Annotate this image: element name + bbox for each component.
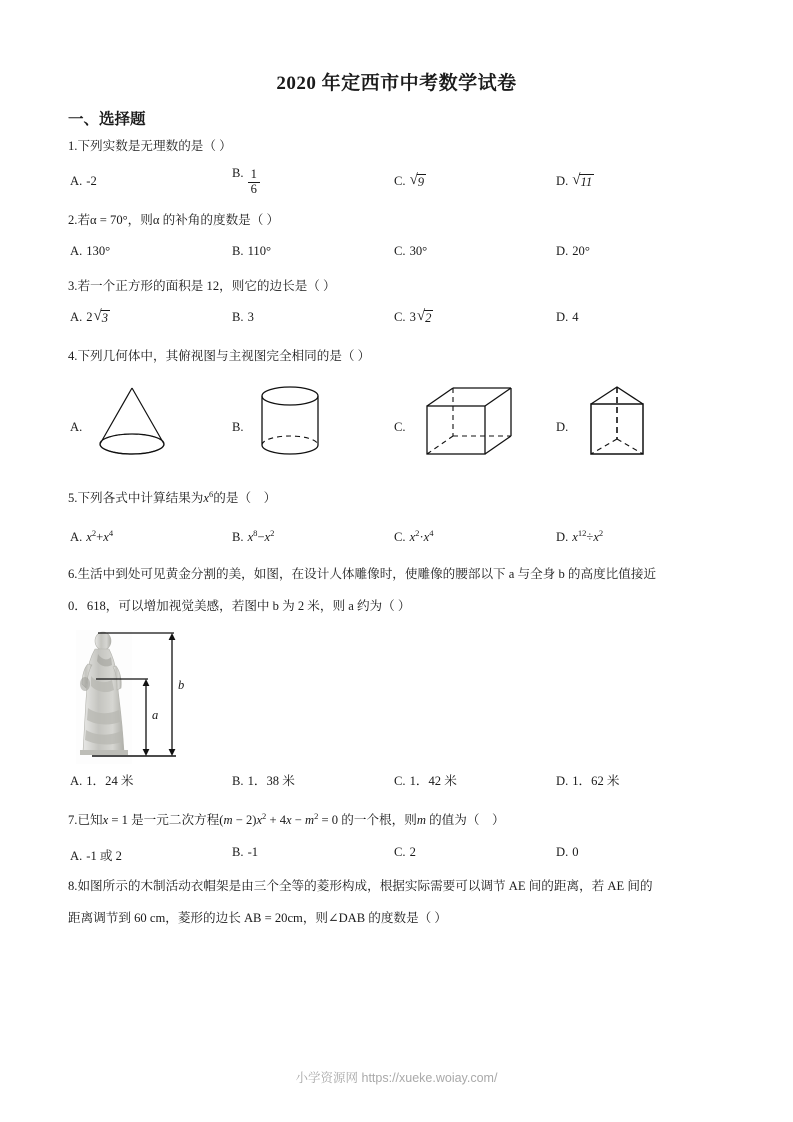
option-label: D. — [556, 845, 569, 859]
option-value: -2 — [86, 174, 97, 188]
option-label: B. — [232, 774, 244, 788]
option-2-B[interactable] — [232, 244, 271, 259]
option-1-B[interactable] — [232, 166, 260, 195]
option-3-C[interactable] — [394, 310, 433, 327]
golden-ratio-statue-figure — [68, 628, 198, 768]
option-4-C-label: C. — [394, 420, 406, 434]
option-label: A. — [70, 849, 83, 863]
option-label: B. — [232, 244, 244, 258]
option-value: 0 — [572, 845, 579, 859]
option-label: C. — [394, 530, 406, 544]
option-5-D[interactable] — [556, 527, 604, 545]
option-3-A[interactable] — [70, 310, 110, 327]
question-8-stem-line-2: 距离调节到 60 cm，菱形的边长 AB = 20cm，则∠DAB 的度数是（ ） — [68, 911, 448, 925]
question-2-stem: 2.若α = 70°，则α 的补角的度数是（ ） — [68, 213, 280, 227]
option-3-B[interactable] — [232, 310, 254, 325]
radicand: 3 — [101, 311, 109, 325]
option-value: -1 — [247, 845, 259, 859]
option-5-A[interactable] — [70, 527, 114, 545]
option-label: A. — [70, 530, 83, 544]
question-3-stem: 3.若一个正方形的面积是 12，则它的边长是（ ） — [68, 279, 336, 293]
question-7-options — [0, 845, 793, 869]
option-label: D. — [556, 174, 569, 188]
question-5-stem — [68, 490, 276, 507]
option-label: D. — [556, 774, 569, 788]
radical-sign-icon: √ — [93, 308, 102, 324]
cone-figure[interactable] — [96, 384, 168, 460]
option-label: C. — [394, 174, 406, 188]
question-8-stem-line-1: 8.如图所示的木制活动衣帽架是由三个全等的菱形构成，根据实际需要可以调节 AE 间的距离，若 AE 间的 — [68, 879, 653, 893]
radical-sign-icon: √ — [409, 172, 418, 188]
question-1-stem: 1.下列实数是无理数的是（ ） — [68, 139, 232, 153]
option-6-A[interactable] — [70, 770, 133, 789]
radicand: 2 — [425, 311, 432, 325]
statue-label-b: b — [178, 678, 185, 692]
option-value: 1．42 米 — [409, 774, 457, 788]
option-label: C. — [394, 845, 406, 859]
question-7-stem — [68, 812, 505, 829]
coefficient: 3 — [409, 310, 416, 324]
option-1-A[interactable] — [70, 174, 97, 189]
option-label: C. — [394, 310, 406, 324]
option-label: D. — [556, 530, 569, 544]
option-7-A[interactable] — [70, 845, 122, 864]
question-5-options — [0, 527, 793, 554]
radicand: 11 — [580, 175, 593, 189]
fraction-one-sixth — [248, 168, 260, 196]
option-value: 20° — [572, 244, 590, 258]
sqrt-9 — [410, 174, 427, 191]
option-7-D[interactable] — [556, 845, 579, 860]
option-value: $x^8-x^2$ — [247, 527, 275, 544]
option-label: A. — [70, 174, 83, 188]
option-label: B. — [232, 530, 244, 544]
option-value: 4 — [572, 310, 579, 324]
footer-watermark: 小学资源网 https://xueke.woiay.com/ — [295, 1071, 498, 1085]
sqrt-3 — [94, 310, 111, 327]
option-label: C. — [394, 244, 406, 258]
option-value: 2 — [409, 845, 416, 859]
option-1-D[interactable] — [556, 174, 594, 191]
option-value: 1．62 米 — [572, 774, 620, 788]
option-value: 130° — [86, 244, 111, 258]
option-label: B. — [232, 310, 244, 324]
option-label: D. — [556, 310, 569, 324]
option-value: 3 — [247, 310, 254, 324]
option-label: D. — [556, 244, 569, 258]
page-title: 2020 年定西市中考数学试卷 — [276, 73, 517, 94]
question-7-stem-text: 7.已知x = 1 是一元二次方程$(m - 2)x^2 + 4x - m^2 = 0$ 的一个根，则m 的值为（ ） — [68, 810, 505, 827]
sqrt-2 — [417, 310, 434, 327]
option-value: $x^2\cdot x^4$ — [409, 527, 434, 544]
option-value: 1．38 米 — [247, 774, 295, 788]
question-6-options — [0, 770, 793, 794]
option-label: A. — [70, 774, 83, 788]
option-6-B[interactable] — [232, 770, 295, 789]
option-1-C[interactable] — [394, 174, 426, 191]
question-5-stem-text: 5.下列各式中计算结果为$x^6$的是（ ） — [68, 488, 277, 505]
option-7-C[interactable] — [394, 845, 416, 860]
cylinder-figure[interactable] — [258, 384, 322, 460]
question-3-options — [0, 310, 793, 334]
radical-sign-icon: √ — [416, 308, 426, 324]
question-6-stem-line-1: 6.生活中到处可见黄金分割的美，如图，在设计人体雕像时，使雕像的腰部以下 a 与全身 b 的高度比值接近 — [68, 567, 657, 581]
option-label: A. — [70, 244, 83, 258]
option-2-D[interactable] — [556, 244, 590, 259]
question-6-stem-line-2: 0．618，可以增加视觉美感，若图中 b 为 2 米，则 a 约为（ ） — [68, 599, 411, 613]
option-value: 30° — [409, 244, 428, 258]
option-6-C[interactable] — [394, 770, 457, 789]
option-value: 110° — [247, 244, 272, 258]
section-heading: 一、选择题 — [68, 111, 146, 128]
question-4-figures — [0, 380, 793, 480]
statue-measurement-lines — [68, 628, 198, 768]
coefficient: 2 — [86, 310, 93, 324]
option-3-D[interactable] — [556, 310, 579, 325]
radical-sign-icon: √ — [572, 172, 581, 188]
option-label: B. — [232, 845, 244, 859]
option-label: B. — [232, 166, 244, 180]
option-value: $x^2+x^4$ — [86, 527, 114, 544]
option-7-B[interactable] — [232, 845, 258, 860]
radicand: 9 — [417, 175, 425, 189]
option-value: 1．24 米 — [86, 774, 134, 788]
triangular-prism-figure[interactable] — [586, 384, 648, 460]
option-label: A. — [70, 310, 83, 324]
question-1-options — [0, 166, 793, 198]
option-4-B-label: B. — [232, 420, 244, 434]
option-5-C[interactable] — [394, 527, 434, 545]
option-value: -1 或 2 — [86, 849, 122, 863]
fraction-numerator: 1 — [250, 167, 257, 181]
option-4-D-label: D. — [556, 420, 569, 434]
statue-label-a: a — [152, 708, 159, 722]
option-5-B[interactable] — [232, 527, 275, 545]
fraction-denominator: 6 — [248, 182, 260, 197]
question-2-options — [0, 244, 793, 268]
option-2-A[interactable] — [70, 244, 110, 259]
option-label: C. — [394, 774, 406, 788]
cube-figure[interactable] — [423, 384, 515, 460]
option-2-C[interactable] — [394, 244, 427, 259]
option-4-A-label: A. — [70, 420, 83, 434]
option-value: $x^{12}\div x^2$ — [572, 527, 604, 544]
question-4-stem: 4.下列几何体中，其俯视图与主视图完全相同的是（ ） — [68, 349, 371, 363]
option-6-D[interactable] — [556, 770, 619, 789]
sqrt-11 — [572, 174, 594, 191]
